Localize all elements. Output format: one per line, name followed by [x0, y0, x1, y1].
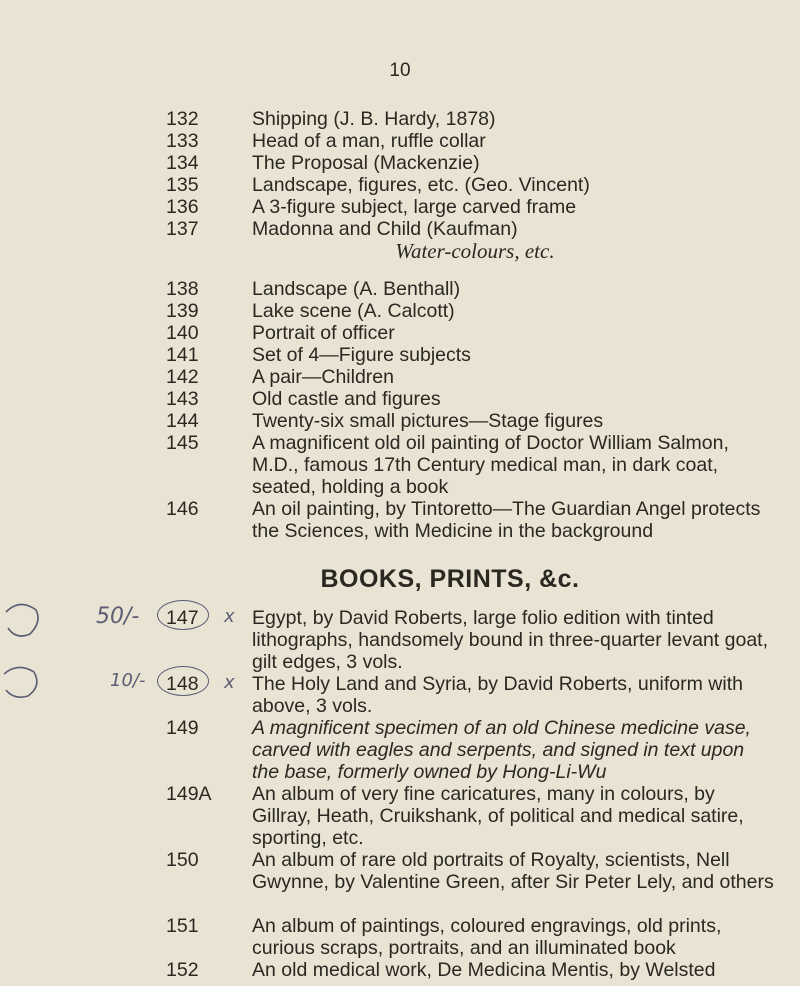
lot-description: Madonna and Child (Kaufman): [252, 218, 518, 240]
lot-number: 137: [166, 218, 199, 240]
margin-doodles: [0, 590, 100, 730]
lot-number: 146: [166, 498, 199, 520]
lot-number: 148: [166, 673, 199, 695]
lot-entry: [166, 717, 776, 783]
handwritten-price-lot-147: 50/-: [96, 604, 140, 629]
lot-number: 135: [166, 174, 199, 196]
lot-description: Egypt, by David Roberts, large folio edition with tinted lithographs, handsomely bound in three-quarter levant goat, gilt edges, 3 vols.: [252, 607, 768, 673]
lot-description: An old medical work, De Medicina Mentis, by Welsted: [252, 959, 716, 981]
lot-description: Head of a man, ruffle collar: [252, 130, 486, 152]
lot-number: 132: [166, 108, 199, 130]
lot-number: 142: [166, 366, 199, 388]
lot-number: 147: [166, 607, 199, 629]
lot-description: The Proposal (Mackenzie): [252, 152, 480, 174]
lot-number: 141: [166, 344, 199, 366]
section-heading-watercolours: Water-colours, etc.: [395, 239, 555, 263]
lot-number: 150: [166, 849, 199, 871]
lot-description: Landscape (A. Benthall): [252, 278, 461, 300]
lot-number: 149A: [166, 783, 212, 805]
lot-description: A pair—Children: [252, 366, 394, 388]
lot-entry: [166, 915, 776, 959]
lot-number: 151: [166, 915, 199, 937]
lot-description: Lake scene (A. Calcott): [252, 300, 455, 322]
lot-entry: [166, 673, 776, 717]
lot-description: Old castle and figures: [252, 388, 441, 410]
lot-entry: [166, 410, 776, 432]
lot-description: An oil painting, by Tintoretto—The Guardian Angel protects the Sciences, with Medicine in the background: [252, 498, 761, 542]
page-number: 10: [389, 60, 411, 81]
lot-description: A magnificent old oil painting of Doctor William Salmon, M.D., famous 17th Century medical man, in dark coat, seated, holding a book: [252, 432, 729, 498]
lot-number: 139: [166, 300, 199, 322]
lot-number: 133: [166, 130, 199, 152]
lot-description: Landscape, figures, etc. (Geo. Vincent): [252, 174, 590, 196]
handwritten-circle-lot-148: [157, 666, 209, 696]
lot-entry: [166, 300, 776, 322]
lot-entry: [166, 498, 776, 542]
lot-number: 152: [166, 959, 199, 981]
lot-entry: [166, 432, 776, 498]
lot-entry: [166, 322, 776, 344]
lot-description: Twenty-six small pictures—Stage figures: [252, 410, 604, 432]
lot-entry: [166, 130, 776, 152]
lot-description: An album of rare old portraits of Royalty, scientists, Nell Gwynne, by Valentine Green, after Sir Peter Lely, and others: [252, 849, 774, 893]
lot-number: 149: [166, 717, 199, 739]
lot-entry: [166, 218, 776, 240]
handwritten-circle-lot-147: [157, 600, 209, 630]
lot-description: An album of very fine caricatures, many in colours, by Gillray, Heath, Cruikshank, of political and medical satire, sporting, etc.: [252, 783, 744, 849]
lot-entry: [166, 344, 776, 366]
lot-entry: [166, 174, 776, 196]
handwritten-price-lot-148: 10/-: [110, 670, 146, 691]
handwritten-mark-lot-148: x: [224, 672, 235, 693]
lot-number: 136: [166, 196, 199, 218]
lot-number: 145: [166, 432, 199, 454]
lot-entry: [166, 783, 776, 849]
lot-entry: [166, 388, 776, 410]
lot-description: Portrait of officer: [252, 322, 395, 344]
lot-entry: [166, 607, 776, 673]
lot-number: 144: [166, 410, 199, 432]
lot-description: The Holy Land and Syria, by David Roberts, uniform with above, 3 vols.: [252, 673, 743, 717]
lot-description: Shipping (J. B. Hardy, 1878): [252, 108, 496, 130]
lot-entry: [166, 108, 776, 130]
lot-number: 138: [166, 278, 199, 300]
lot-description: An album of paintings, coloured engravings, old prints, curious scraps, portraits, and an illuminated book: [252, 915, 722, 959]
lot-number: 134: [166, 152, 199, 174]
lot-entry: [166, 278, 776, 300]
lot-entry: [166, 152, 776, 174]
lot-entry: [166, 959, 776, 981]
lot-entry: [166, 366, 776, 388]
lot-description: A magnificent specimen of an old Chinese medicine vase, carved with eagles and serpents, and signed in text upon the base, formerly owned by Hong-Li-Wu: [252, 717, 751, 783]
section-heading-books: BOOKS, PRINTS, &c.: [320, 565, 580, 593]
lot-entry: [166, 196, 776, 218]
lot-number: 143: [166, 388, 199, 410]
lot-description: A 3-figure subject, large carved frame: [252, 196, 577, 218]
lot-number: 140: [166, 322, 199, 344]
lot-entry: [166, 849, 776, 893]
handwritten-mark-lot-147: x: [224, 606, 235, 627]
lot-description: Set of 4—Figure subjects: [252, 344, 471, 366]
